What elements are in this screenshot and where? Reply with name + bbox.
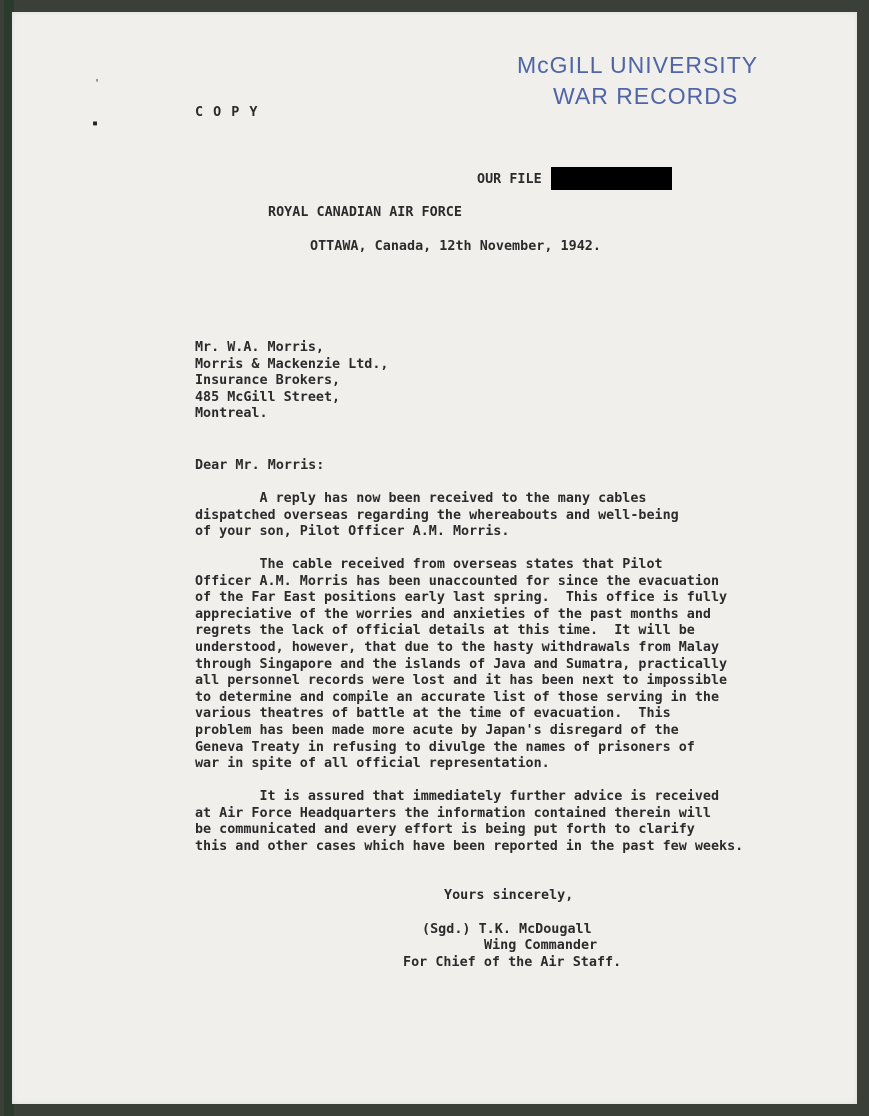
paragraph-line: at Air Force Headquarters the information contained therein will [195,805,711,821]
margin-mark: ▪ [92,118,99,129]
organization-heading: ROYAL CANADIAN AIR FORCE [268,205,462,220]
paragraph-line: this and other cases which have been reported in the past few weeks. [195,838,744,854]
paragraph-3 [195,789,795,855]
paragraph-line: appreciative of the worries and anxieties of the past months and [195,606,711,622]
address-line: Mr. W.A. Morris, [195,340,324,355]
signature-for-line: For Chief of the Air Staff. [403,955,622,970]
signature-name: (Sgd.) T.K. McDougall [422,922,592,937]
paragraph-line: be communicated and every effort is being put forth to clarify [195,822,695,838]
address-block [195,340,795,423]
file-label: OUR FILE [477,172,542,187]
paragraph-line: The cable received from overseas states that Pilot [195,557,663,572]
redaction-bar [551,167,672,190]
address-line: Insurance Brokers, [195,373,341,389]
copy-label: C O P Y [195,105,259,120]
paragraph-line: problem has been made more acute by Japan's disregard of the [195,722,679,738]
paragraph-line: various theatres of battle at the time of evacuation. This [195,706,671,722]
paragraph-line: Officer A.M. Morris has been unaccounted for since the evacuation [195,573,720,589]
paragraph-line: It is assured that immediately further advice is received [195,789,720,804]
paragraph-line: understood, however, that due to the hasty withdrawals from Malay [195,639,720,655]
paragraph-line: to determine and compile an accurate list of those serving in the [195,689,720,705]
address-line: Montreal. [195,406,268,422]
paragraph-line: of the Far East positions early last spring. This office is fully [195,590,728,606]
place-date: OTTAWA, Canada, 12th November, 1942. [310,239,601,254]
paragraph-line: war in spite of all official representation. [195,756,550,772]
address-line: 485 McGill Street, [195,389,341,405]
paragraph-line: of your son, Pilot Officer A.M. Morris. [195,524,510,540]
signature-rank: Wing Commander [484,938,598,953]
paragraph-1 [195,491,795,541]
margin-mark: ' [94,78,101,89]
paragraph-line: dispatched overseas regarding the whereabouts and well-being [195,507,679,523]
paragraph-line: through Singapore and the islands of Java and Sumatra, practically [195,656,728,672]
letter-page [12,12,857,1104]
address-line: Morris & Mackenzie Ltd., [195,356,389,372]
archive-stamp-line-2: WAR RECORDS [553,83,739,109]
paragraph-line: all personnel records were lost and it has been next to impossible [195,673,728,689]
paragraph-line: Geneva Treaty in refusing to divulge the names of prisoners of [195,739,695,755]
paragraph-line: A reply has now been received to the many cables [195,491,647,506]
sign-off: Yours sincerely, [444,888,574,903]
paragraph-line: regrets the lack of official details at this time. It will be [195,623,695,639]
salutation: Dear Mr. Morris: [195,458,325,473]
paragraph-2 [195,557,795,773]
archive-stamp-line-1: McGILL UNIVERSITY [517,52,759,78]
